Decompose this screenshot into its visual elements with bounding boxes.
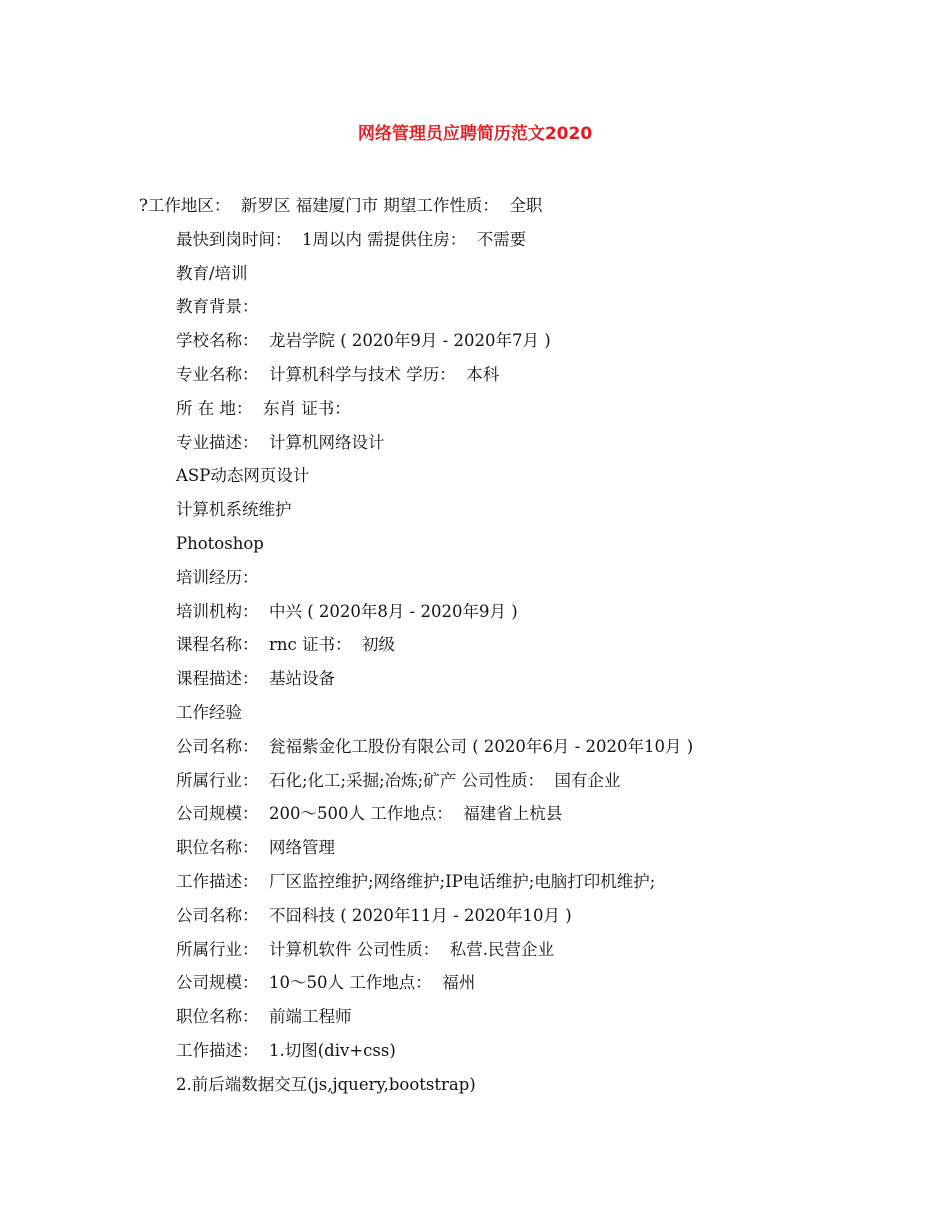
document-title: 网络管理员应聘简历范文2020 — [357, 124, 593, 144]
line-course-description: 课程描述： 基站设备 — [176, 669, 335, 689]
line-school-name: 学校名称： 龙岩学院 ( 2020年9月 - 2020年7月 ) — [176, 331, 551, 351]
resume-body — [0, 192, 950, 1105]
line-education-background: 教育背景： — [176, 297, 259, 317]
line-company-2-name: 公司名称： 不囧科技 ( 2020年11月 - 2020年10月 ) — [176, 905, 572, 925]
line-company-1-name: 公司名称： 瓮福紫金化工股份有限公司 ( 2020年6月 - 2020年10月 ) — [176, 736, 694, 756]
section-education-training: 教育/培训 — [176, 263, 248, 283]
line-work-area: ?工作地区： 新罗区 福建厦门市 期望工作性质： 全职 — [139, 196, 543, 215]
line-company-2-description: 工作描述： 1.切图(div+css) — [176, 1040, 396, 1060]
line-earliest-start: 最快到岗时间： 1周以内 需提供住房： 不需要 — [176, 229, 527, 249]
line-system-maintenance: 计算机系统维护 — [176, 500, 292, 520]
line-training-history: 培训经历： — [176, 567, 259, 587]
section-work-experience: 工作经验 — [176, 702, 242, 722]
line-company-1-position: 职位名称： 网络管理 — [176, 838, 335, 858]
line-company-2-position: 职位名称： 前端工程师 — [176, 1007, 352, 1027]
line-location: 所 在 地： 东肖 证书： — [176, 398, 351, 418]
line-company-1-scale: 公司规模： 200～500人 工作地点： 福建省上杭县 — [176, 804, 563, 824]
line-photoshop: Photoshop — [176, 533, 264, 553]
line-major-name: 专业名称： 计算机科学与技术 学历： 本科 — [176, 364, 500, 384]
line-company-2-scale: 公司规模： 10～50人 工作地点： 福州 — [176, 973, 476, 993]
line-company-1-industry: 所属行业： 石化;化工;采掘;冶炼;矿产 公司性质： 国有企业 — [176, 770, 621, 790]
line-asp: ASP动态网页设计 — [176, 466, 310, 486]
line-company-2-industry: 所属行业： 计算机软件 公司性质： 私营.民营企业 — [176, 939, 554, 959]
line-major-description: 专业描述： 计算机网络设计 — [176, 432, 385, 452]
line-course-name: 课程名称： rnc 证书： 初级 — [176, 635, 395, 655]
line-training-institution: 培训机构： 中兴 ( 2020年8月 - 2020年9月 ) — [176, 601, 518, 621]
line-company-2-description-2: 2.前后端数据交互(js,jquery,bootstrap) — [176, 1074, 476, 1094]
line-company-1-description: 工作描述： 厂区监控维护;网络维护;IP电话维护;电脑打印机维护; — [176, 871, 656, 891]
